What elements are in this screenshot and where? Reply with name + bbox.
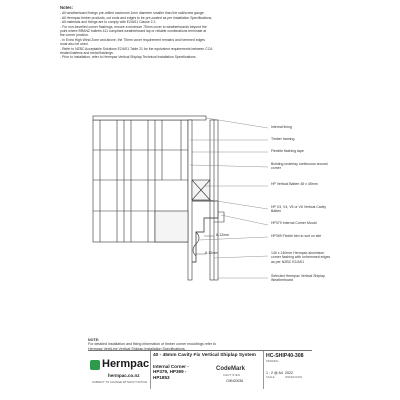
callout-weatherboard: Selected Hermpac Vertical Shiplap Weatherboard <box>271 274 325 283</box>
callout-cavity-batten: HP V3, V4, V5 or V6 Vertical Cavity Batten <box>271 205 326 214</box>
notes-line: - Refer to NZBC Acceptable Solutions E2/AS1 Table 21 for the equivalent requirements between CCA <box>60 46 213 51</box>
bottom-note-line: For detailed installation and fixing information of timber corner mouldings refer to <box>88 342 217 347</box>
scale-label: SCALE <box>266 376 275 379</box>
notes-line: - For non-bevelled corner flashings, ensure a minimum 75mm cover to weatherboards beyond the <box>60 24 207 29</box>
dimension-label: 8-12mm <box>205 251 219 255</box>
subtitle-line: Internal Corner - <box>153 364 189 369</box>
divider <box>263 351 264 389</box>
hermpac-logo-icon <box>90 360 100 370</box>
callout-flexible-trim: HP399 Flexibl trim to suit on site <box>271 234 322 238</box>
notes-title: Notes: <box>60 5 74 10</box>
brand-name: Hermpac <box>102 358 150 370</box>
callout-flashing-tape: Flexible flashing tape <box>271 149 304 153</box>
subtitle-line: HP379, HP399 - <box>153 369 187 375</box>
brand-url[interactable]: hermpac.co.nz <box>108 373 140 378</box>
notes-line: - Prior to installation, refer to Hermpac Vertical Shiplap Technical Installation Specifications. <box>60 55 197 60</box>
year-label: ISSUED DATE <box>285 376 303 379</box>
building-underlay <box>188 120 192 280</box>
codemark-certified: CERTIFIED <box>223 373 241 377</box>
drawing-number-label: DRAWING <box>266 360 279 363</box>
callout-aluminium-flashing: 140 x 140mm Hermpac aluminium corner flashing with unhemmed edges as per NZBC E2/AS1 <box>271 251 331 264</box>
callout-timber-framing: Timber framing <box>271 137 295 141</box>
notes-line: - In Extra High Wind Zone and above, the 75mm cover requirement remains and hemmed edges <box>60 37 205 42</box>
callout-internal-lining: Internal lining <box>271 125 292 129</box>
scale-value: 1 : 2 @ A4 <box>266 371 283 375</box>
drawing-subtitle <box>153 364 213 380</box>
title-block <box>88 350 312 389</box>
callout-building-underlay: Building underlay continuous around corner <box>271 162 328 171</box>
callout-corner-mould: HP379 Internal Corner Mould <box>271 221 317 225</box>
cavity-batten <box>155 211 188 242</box>
notes-line: - All materials and fixings are to comply with E2/AS1 Clause 2.2. <box>60 20 157 25</box>
codemark-logo: CodeMark <box>216 366 246 372</box>
drawing-title: 40 - 45mm Cavity Fix Vertical Shiplap System <box>153 353 256 358</box>
codemark-number: CMN20036 <box>226 379 244 383</box>
notes-line: the corner junction. <box>60 33 89 38</box>
bottom-note-title: NOTE: <box>88 338 100 342</box>
bottom-note-line: Hermpac VertiLine Vertical Shiplap Installation Specifications. <box>88 346 186 351</box>
notes-line: must also be used. <box>60 42 89 47</box>
dimension-label: 8-12mm <box>216 233 230 237</box>
notes-line: point where BRANZ bulletin 411 compliant weatherboard lap or reliable combinations terminate at <box>60 29 207 34</box>
year-value: 2022 <box>285 371 293 375</box>
notes-line: - All Hermpac timber products, cut ends and edges to be pre-coated as per Installation Specifications. <box>60 15 213 20</box>
callout-vertical-batten: HP Vertical Batten 45 x 45mm <box>271 182 318 186</box>
subtitle-line: HP1853 <box>153 374 170 380</box>
notes-line: - All weatherboard fixings pre-drilled maximum 1mm diameter smaller than the nail/screw gauge. <box>60 11 205 16</box>
internal-lining <box>93 116 206 120</box>
divider <box>150 351 151 389</box>
disclaimer: SUBJECT TO CHANGE WITHOUT NOTICE <box>92 380 148 384</box>
drawing-number: HC-SHIP40-308 <box>266 353 304 359</box>
notes-line: treated battens and metal flashings. <box>60 51 114 56</box>
